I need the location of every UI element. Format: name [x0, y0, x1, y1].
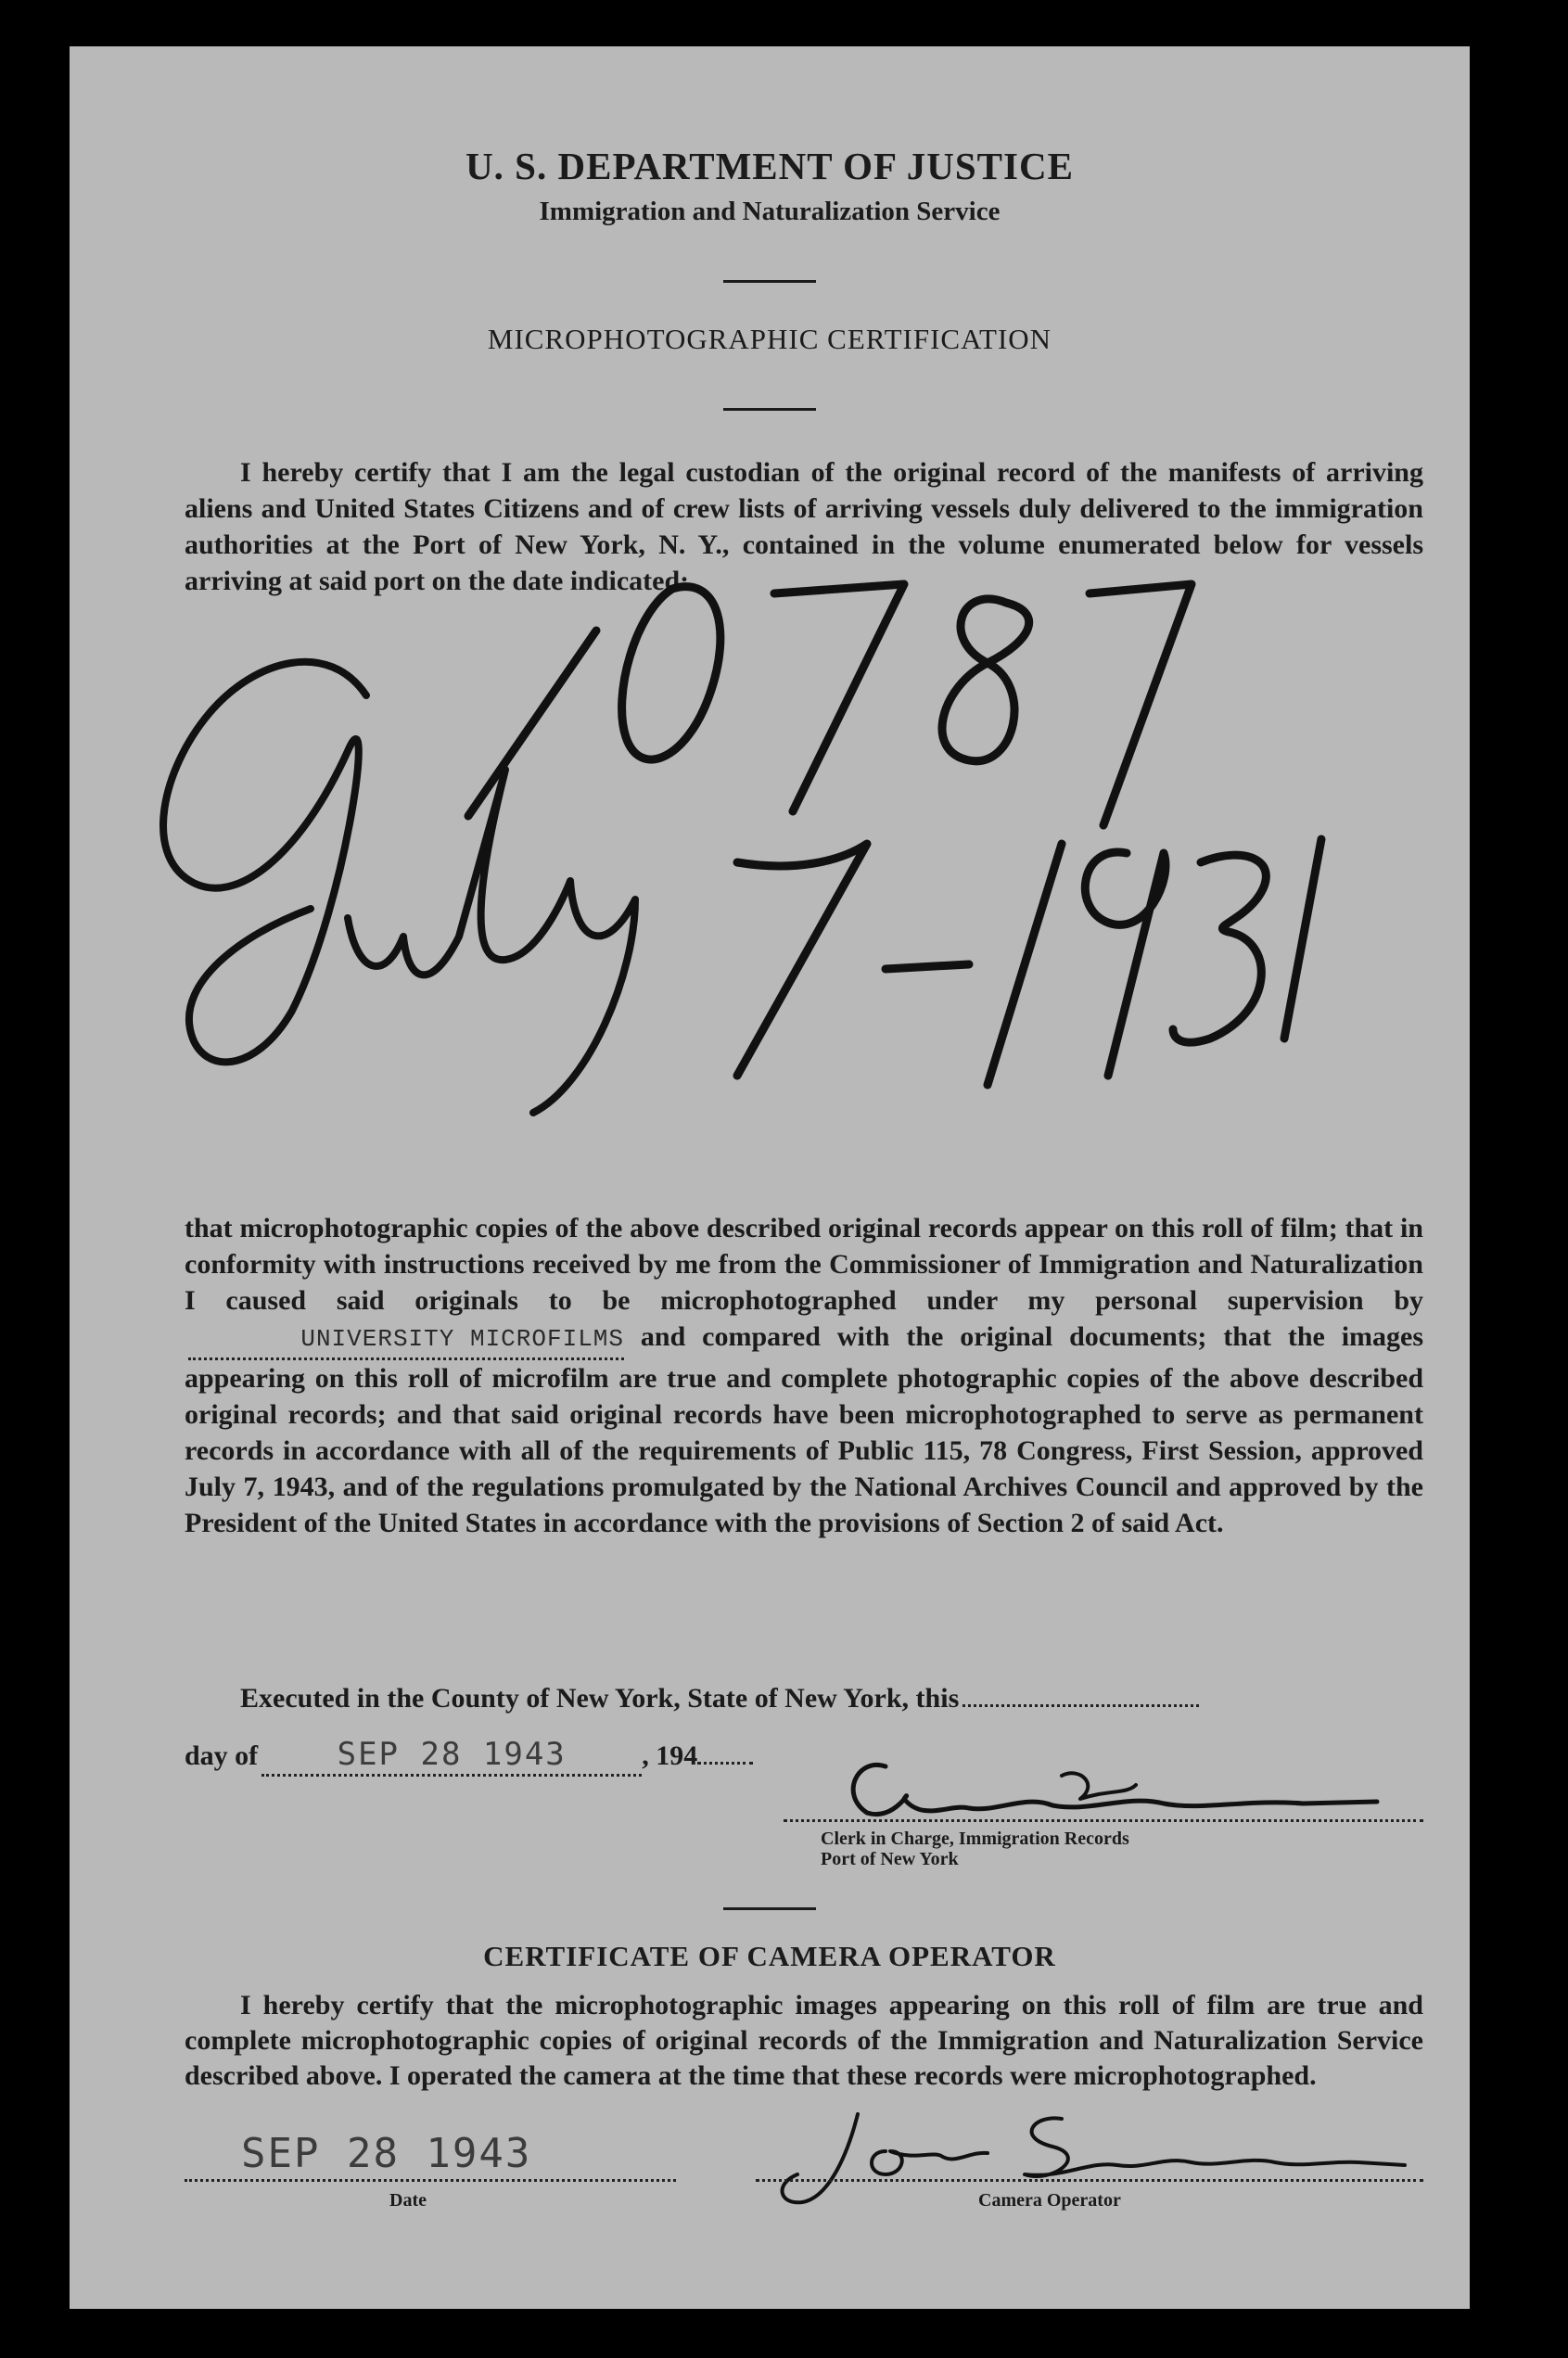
divider [723, 1907, 816, 1910]
certification-text-2a: that microphotographic copies of the above described original records appear on this roll of film; that in conformity with instructions received by me from the Commissioner of Immigration and Naturalization I caused said originals to be microphotographed under my personal supervision by [185, 1213, 1423, 1316]
executed-line [185, 1678, 1423, 1716]
clerk-title-line-2: Port of New York [821, 1849, 959, 1869]
year-prefix: , 194 [642, 1740, 698, 1771]
day-of-field [261, 1737, 642, 1777]
operator-signature-line [756, 2179, 1423, 2182]
operator-label: Camera Operator [978, 2190, 1121, 2211]
date-label: Date [389, 2190, 427, 2211]
clerk-signature [784, 1748, 1423, 1836]
handwriting-strokes [70, 46, 1470, 1252]
camera-date-stamp: SEP 28 1943 [241, 2130, 532, 2177]
camera-certificate-paragraph [185, 1988, 1423, 2094]
certification-text-2b: and compared with the original documents; that the images appearing on this roll of microfilm are true and complete photographic copies of the above described original records; and that said original records have been microphotographed to serve as permanent records in accordance with all of the requirements of Public 115, 78 Congress, First Session, approved July 7, 1943, and of the regulations promulgated by the National Archives Council and approved by the President of the United States in accordance with the provisions of Section 2 of said Act. [185, 1321, 1424, 1538]
camera-certificate-text: I hereby certify that the microphotographic images appearing on this roll of film are true and complete microphotographic copies of original records of the Immigration and Naturalization Service described above. I operated the camera at the time that these records were microphotographed. [185, 1990, 1423, 2091]
service-subheading: Immigration and Naturalization Service [539, 197, 1001, 226]
certificate-sheet [70, 46, 1470, 2309]
department-heading: U. S. DEPARTMENT OF JUSTICE [465, 145, 1074, 187]
year-dots [697, 1736, 753, 1765]
filmed-by-line [188, 1319, 624, 1360]
clerk-title-line-1: Clerk in Charge, Immigration Records [821, 1829, 1129, 1849]
clerk-signature-line [784, 1819, 1423, 1822]
date-line [185, 2179, 676, 2182]
clerk-title [821, 1829, 1129, 1869]
clerk-signature-strokes [784, 1748, 1423, 1836]
handwritten-entry [70, 46, 1470, 1252]
form-title: MICROPHOTOGRAPHIC CERTIFICATION [487, 323, 1052, 355]
day-of-line [185, 1736, 834, 1777]
day-stamp: SEP 28 1943 [337, 1736, 567, 1773]
certification-text-1: I hereby certify that I am the legal custodian of the original record of the manifests of arriving aliens and United States Citizens and of crew lists of arriving vessels duly delivered to the immigration authorities at the Port of New York, N. Y., contained in the volume enumerated below for vessels arriving at said port on the date indicated: [185, 457, 1423, 596]
day-of-label: day of [185, 1740, 259, 1771]
camera-certificate-title: CERTIFICATE OF CAMERA OPERATOR [483, 1940, 1056, 1972]
certification-paragraph-2 [185, 1210, 1423, 1541]
executed-dots [962, 1678, 1199, 1707]
executed-text: Executed in the County of New York, State of New York, this [240, 1683, 960, 1714]
filmed-by-value: UNIVERSITY MICROFILMS [300, 1325, 624, 1353]
